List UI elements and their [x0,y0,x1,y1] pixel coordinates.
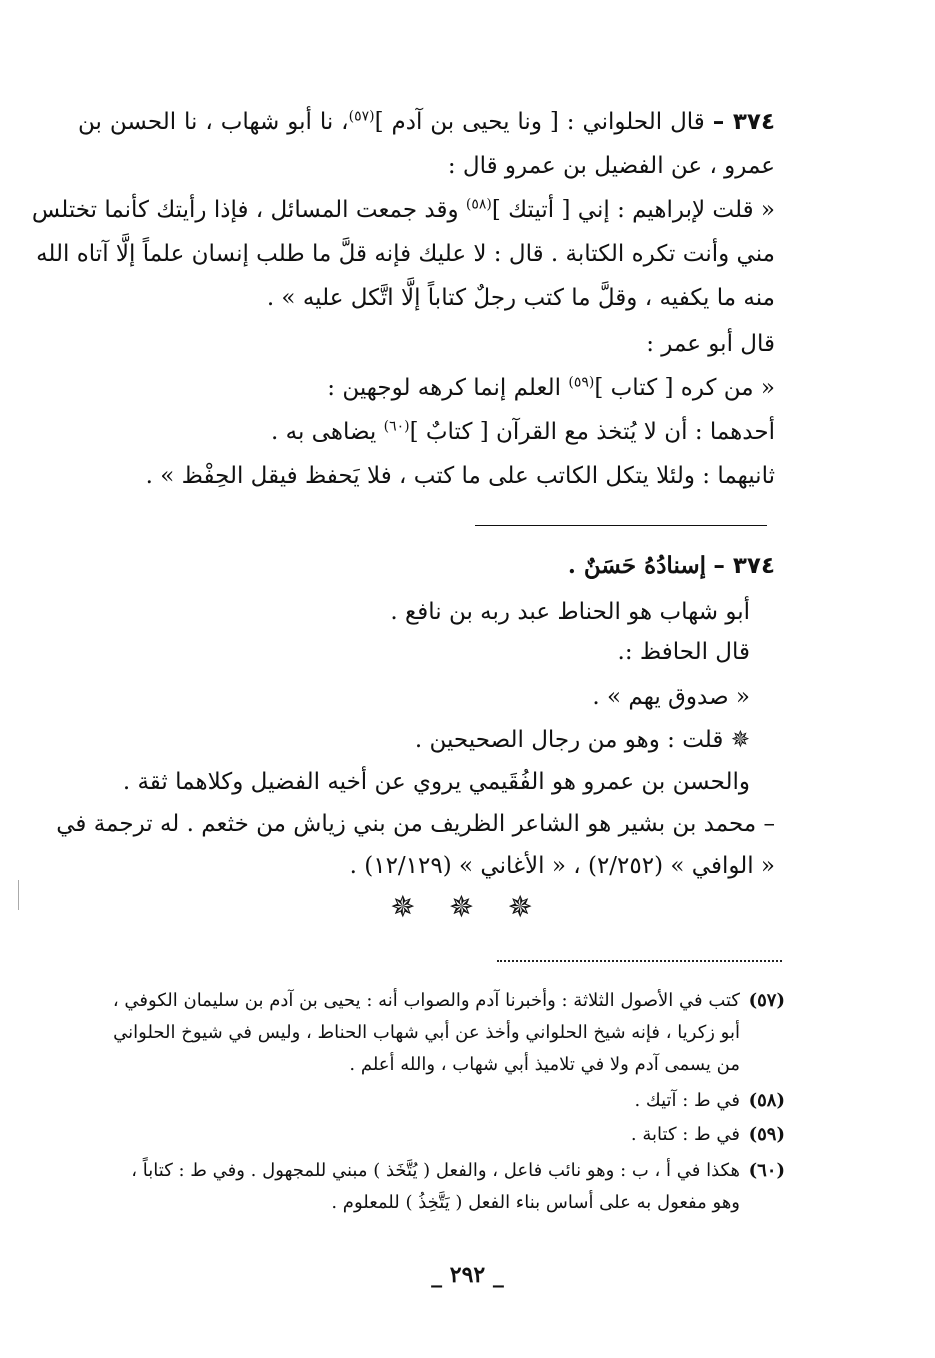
footnote-separator [497,960,782,962]
footnote-57-line-2: أبو زكريا ، فإنه شيخ الحلواني وأخذ عن أبي شهاب الحناط ، وليس في شيوخ الحلواني [113,1022,740,1043]
entry-text: « من كره [ كتاب ] [594,375,775,401]
footnote-ref[interactable]: (٥٩) [568,374,595,391]
section-divider [475,525,767,526]
entry-line-2: عمرو ، عن الفضيل بن عمرو قال : [447,153,775,179]
star-icon: ✵ [730,727,750,753]
commentary-line-3: « صدوق يهم » . [592,684,750,710]
commentary-line-1: أبو شهاب هو الحناط عبد ربه بن نافع . [390,599,750,625]
footnote-ref[interactable]: (٥٧) [348,108,375,125]
margin-mark [18,880,19,910]
entry-line-4: مني وأنت تكره الكتابة . قال : لا عليك فإنه قلَّ ما طلب إنسان علماً إلَّا آتاه الله [36,241,775,267]
separator-stars: ✵ ✵ ✵ [390,890,545,925]
footnote-mark: (٥٩) [748,1124,785,1145]
commentary-heading [78,544,775,588]
entry-text: أحدهما : أن لا يُتخذ مع القرآن [ كتابٌ ] [409,419,775,445]
commentary-text: قلت : وهو من رجال الصحيحين . [414,727,724,753]
commentary-line-7: « الوافي » (٢/٢٥٢) ، « الأغاني » (١٢/١٢٩) . [349,853,775,879]
entry-text: قال الحلواني : [ ونا يحيى بن آدم ] [374,109,705,135]
entry-line-1 [78,100,775,144]
footnote-57-line-1: كتب في الأصول الثلاثة : وأخبرنا آدم والصواب أنه : يحيى بن آدم بن سليمان الكوفي ، [112,990,740,1011]
footnote-ref[interactable]: (٦٠) [383,418,410,435]
commentary-line-4 [78,718,750,762]
commentary-line-2: قال الحافظ :. [617,639,750,665]
commentary-line-6: – محمد بن بشير هو الشاعر الظريف من بني زياش من خثعم . له ترجمة في [56,811,775,837]
footnote-60-line-1: هكذا في أ ، ب : وهو نائب فاعل ، والفعل ( يُتَّخَذ ) مبني للمجهول . وفي ط : كتاباً ، [131,1160,740,1181]
entry-line-6: قال أبو عمر : [646,331,775,357]
entry-text: العلم إنما كرهه لوجهين : [327,375,562,401]
entry-line-3 [31,188,775,232]
entry-line-9: ثانيهما : ولئلا يتكل الكاتب على ما كتب ، فلا يَحفظ فيقل الحِفْظ » . [145,463,775,489]
entry-line-8 [78,410,775,454]
entry-text: وقد جمعت المسائل ، فإذا رأيتك كأنما تختلس [31,197,459,223]
footnote-60-line-2: وهو مفعول به على أساس بناء الفعل ( يَتَّخِذُ ) للمعلوم . [331,1192,740,1213]
entry-text: ، نا أبو شهاب ، نا الحسن بن [78,109,349,135]
footnote-mark: (٥٧) [748,990,785,1011]
entry-line-7 [78,366,775,410]
footnote-59-line-1: في ط : كتابة . [630,1124,740,1145]
page-number: _ ٢٩٢ _ [431,1262,504,1288]
footnote-57-line-3: من يسمى آدم ولا في تلاميذ أبي شهاب ، والله أعلم . [349,1054,740,1075]
entry-text: يضاهى به . [270,419,377,445]
footnote-58-line-1: في ط : آتيك . [634,1090,740,1111]
footnote-mark: (٥٨) [748,1090,785,1111]
footnote-ref[interactable]: (٥٨) [465,196,492,213]
commentary-line-5: والحسن بن عمرو هو الفُقَيمي يروي عن أخيه الفضيل وكلاهما ثقة . [122,769,750,795]
commentary-title: إسنادُهُ حَسَنٌ . [567,552,707,579]
footnote-mark: (٦٠) [748,1160,785,1181]
entry-text: « قلت لإبراهيم : إني [ أتيتك ] [491,197,775,223]
commentary-number: ٣٧٤ – [713,553,775,579]
entry-number: ٣٧٤ – [712,109,776,135]
entry-line-5: منه ما يكفيه ، وقلَّ ما كتب رجلٌ كتاباً إلَّا اتَّكل عليه » . [266,285,775,311]
